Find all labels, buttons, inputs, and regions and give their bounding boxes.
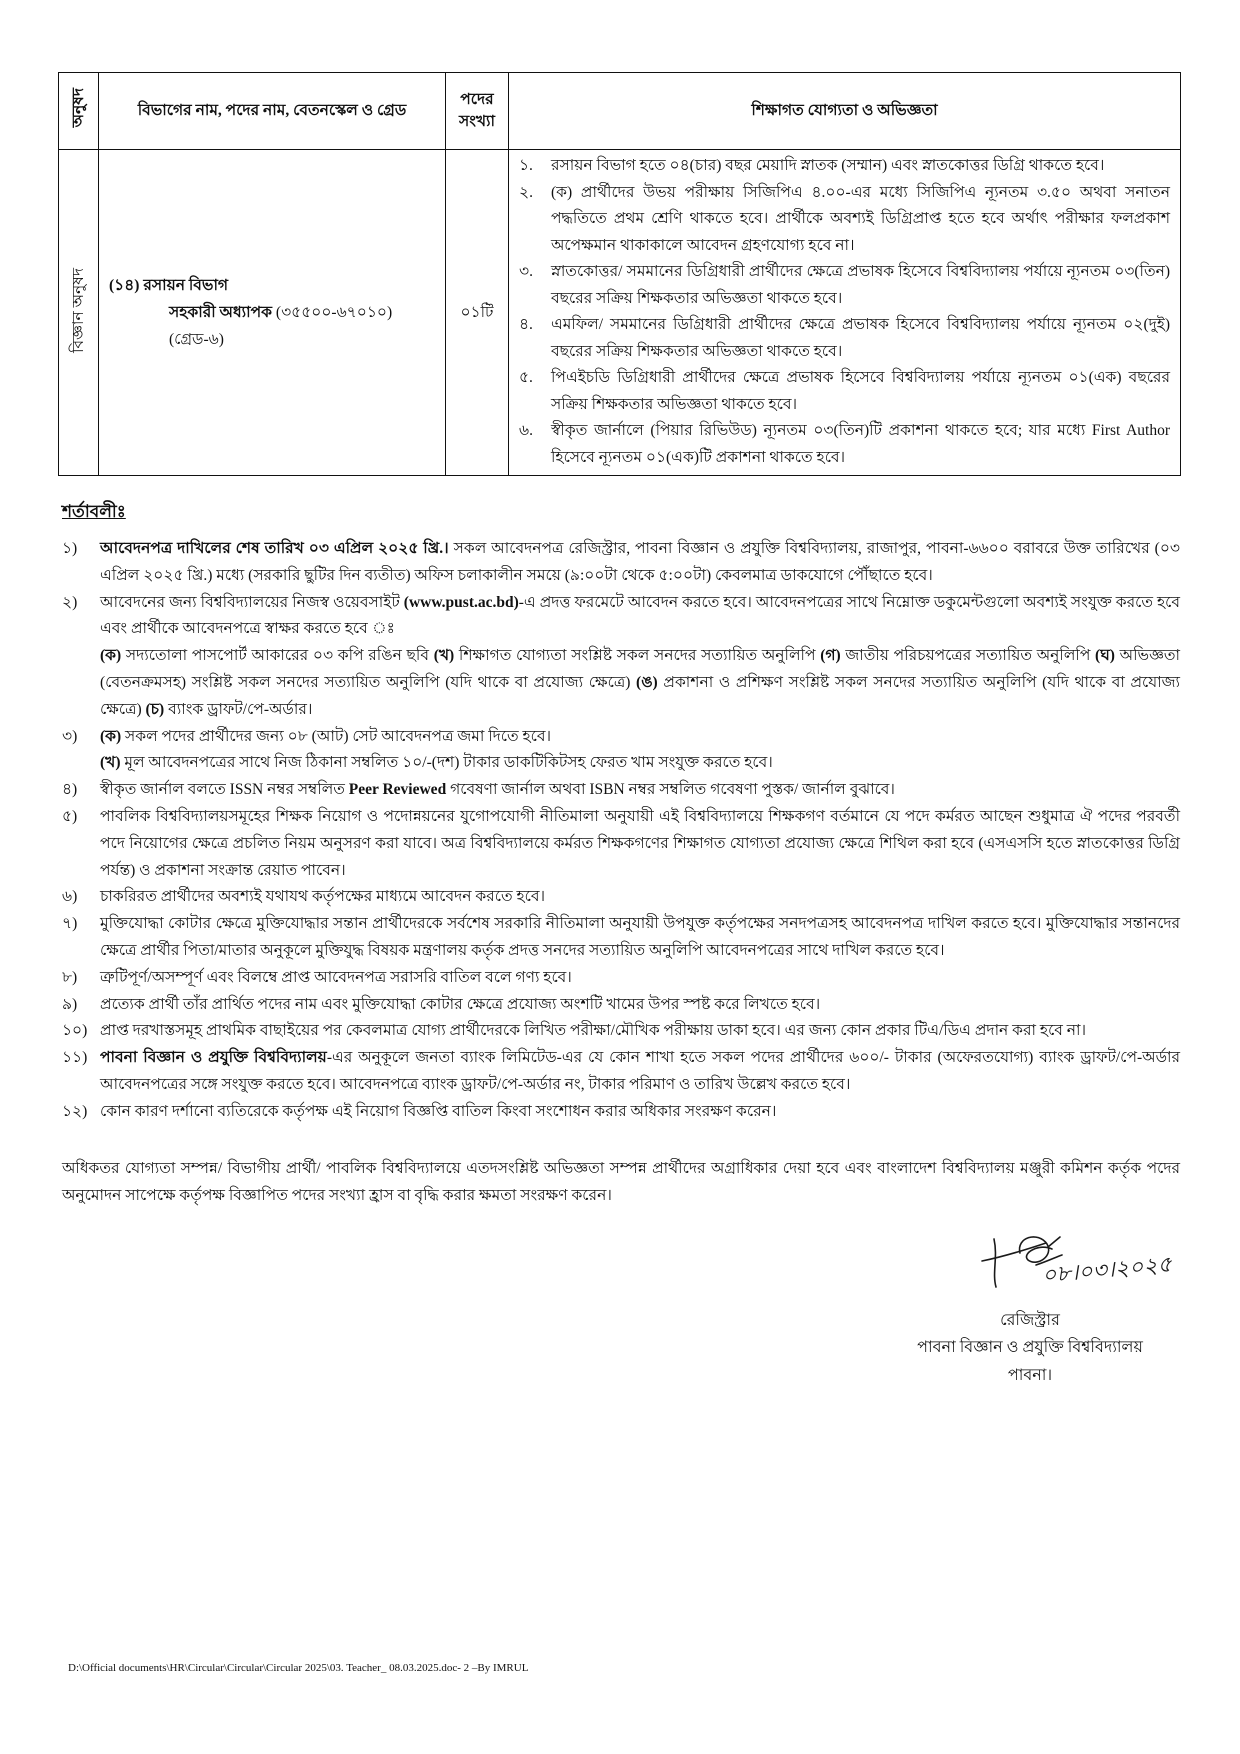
condition-text: কোন কারণ দর্শানো ব্যতিরেকে কর্তৃপক্ষ এই নিয়োগ বিজ্ঞপ্তি বাতিল কিংবা সংশোধন করার অধিকার সংরক্ষণ করেন। bbox=[100, 1102, 777, 1120]
qualification-number: ৫. bbox=[519, 369, 533, 386]
header-row bbox=[59, 73, 1181, 150]
document-text: সদ্যতোলা পাসপোর্ট আকারের ০৩ কপি রঙিন ছবি bbox=[125, 647, 429, 665]
qualification-text: স্নাতকোত্তর/ সমমানের ডিগ্রিধারী প্রার্থীদের ক্ষেত্রে প্রভাষক হিসেবে বিশ্ববিদ্যালয় পর্যায়ে ন্যূনতম ০৩(তিন) বছরের সক্রিয় শিক্ষকতার অভিজ্ঞতা থাকতে হবে। bbox=[551, 263, 1170, 307]
table-row bbox=[59, 150, 1181, 476]
condition-number: ১১) bbox=[62, 1049, 88, 1067]
condition-text: চাকরিরত প্রার্থীদের অবশ্যই যথাযথ কর্তৃপক্ষের মাধ্যমে আবেদন করতে হবে। bbox=[100, 888, 545, 906]
condition-item bbox=[58, 536, 1180, 590]
signature-block bbox=[870, 1225, 1190, 1390]
header-post-count-line2: সংখ্যা bbox=[458, 113, 496, 130]
condition-body: -এ প্রদত্ত ফরমেটে আবেদন করতে হবে। আবেদনপত্রের সাথে নিম্নোক্ত ডকুমেন্টগুলো অবশ্যই সংযুক্ত করতে হবে এবং প্রার্থীকে আবেদনপত্রে স্বাক্ষর করতে হবে ঃ bbox=[100, 593, 1180, 638]
condition-item bbox=[58, 1099, 1180, 1126]
sub-item-text: সকল পদের প্রার্থীদের জন্য ০৮ (আট) সেট আবেদনপত্র জমা দিতে হবে। bbox=[125, 727, 552, 745]
condition-text: ত্রুটিপূর্ণ/অসম্পূর্ণ এবং বিলম্বে প্রাপ্ত আবেদনপত্র সরাসরি বাতিল বলে গণ্য হবে। bbox=[100, 968, 572, 986]
signatory-title: রেজিস্ট্রার bbox=[1000, 1311, 1060, 1329]
qualification-number: ৪. bbox=[519, 316, 533, 333]
qualification-text: রসায়ন বিভাগ হতে ০৪(চার) বছর মেয়াদি স্নাতক (সম্মান) এবং স্নাতকোত্তর ডিগ্রি থাকতে হবে। bbox=[551, 157, 1105, 174]
qualification-item bbox=[515, 418, 1170, 471]
post-count: ০১টি bbox=[446, 150, 509, 476]
qualifications-list bbox=[509, 150, 1180, 475]
qualification-text: এমফিল/ সমমানের ডিগ্রিধারী প্রার্থীদের ক্ষেত্রে প্রভাষক হিসেবে বিশ্ববিদ্যালয় পর্যায়ে ন্যূনতম ০২(দুই) বছরের সক্রিয় শিক্ষকতার অভিজ্ঞতা থাকতে হবে। bbox=[551, 316, 1170, 360]
condition-number: ১২) bbox=[62, 1102, 88, 1120]
document-body bbox=[58, 72, 1180, 1389]
qualification-number: ৩. bbox=[519, 263, 533, 280]
document-text: ব্যাংক ড্রাফট/পে-অর্ডার। bbox=[168, 700, 313, 718]
condition-body: সকল আবেদনপত্র রেজিস্ট্রার, পাবনা বিজ্ঞান ও প্রযুক্তি বিশ্ববিদ্যালয়, রাজাপুর, পাবনা-৬৬০০ বরাবরে উক্ত তারিখের (০৩ এপ্রিল ২০২৫ খ্রি.) মধ্যে (সরকারি ছুটির দিন ব্যতীত) অফিস চলাকালীন সময়ে (৯:০০টা থেকে ৫:০০টা) কেবলমাত্র ডাকযোগে পৌঁছাতে হবে। bbox=[100, 540, 1180, 584]
university-name: পাবনা বিজ্ঞান ও প্রযুক্তি বিশ্ববিদ্যালয় bbox=[100, 1049, 327, 1067]
condition-body: স্বীকৃত জার্নাল বলতে ISSN নম্বর সম্বলিত bbox=[100, 781, 345, 799]
condition-item bbox=[58, 724, 1180, 778]
post-title: সহকারী অধ্যাপক bbox=[169, 304, 273, 321]
header-faculty bbox=[59, 73, 99, 150]
condition-text bbox=[100, 536, 1180, 590]
condition-item bbox=[58, 911, 1180, 965]
condition-body: গবেষণা জার্নাল অথবা ISBN নম্বর সম্বলিত গবেষণা পুস্তক/ জার্নাল বুঝাবে। bbox=[450, 781, 895, 799]
qualification-item bbox=[515, 259, 1170, 312]
condition-number: ২) bbox=[62, 593, 78, 611]
header-post-count-line1: পদের bbox=[460, 91, 494, 108]
file-path-footer: D:\Official documents\HR\Circular\Circular\Circular 2025\03. Teacher_ 08.03.2025.doc- 2 –By IMRUL bbox=[68, 1662, 529, 1674]
qualification-item bbox=[515, 365, 1170, 418]
condition-number: ৯) bbox=[62, 995, 78, 1013]
condition-item bbox=[58, 1018, 1180, 1045]
header-faculty-label: অনুষদ bbox=[69, 87, 87, 128]
condition-item bbox=[58, 590, 1180, 724]
condition-text: মুক্তিযোদ্ধা কোটার ক্ষেত্রে মুক্তিযোদ্ধার সন্তান প্রার্থীদেরকে সর্বশেষ সরকারি নীতিমালা অনুযায়ী উপযুক্ত কর্তৃপক্ষের সনদপত্রসহ আবেদনপত্র দাখিল করতে হবে। মুক্তিযোদ্ধার সন্তানদের ক্ষেত্রে প্রার্থীর পিতা/মাতার অনুকূলে মুক্তিযুদ্ধ বিষয়ক মন্ত্রণালয় কর্তৃক প্রদত্ত সনদের সত্যায়িত অনুলিপি আবেদনপত্রের সাথে দাখিল করতে হবে। bbox=[100, 915, 1180, 959]
condition-item bbox=[58, 992, 1180, 1019]
document-marker: (ঘ) bbox=[1095, 647, 1115, 665]
posts-table-header bbox=[59, 73, 1181, 150]
faculty-name: বিজ্ঞান অনুষদ bbox=[69, 267, 87, 353]
qualifications-cell bbox=[509, 150, 1181, 476]
condition-body: -এর অনুকূলে জনতা ব্যাংক লিমিটেড-এর যে কোন শাখা হতে সকল পদের প্রার্থীদের ৬০০/- টাকার (অফেরতযোগ্য) ব্যাংক ড্রাফট/পে-অর্ডার আবেদনপত্রের সঙ্গে সংযুক্ত করতে হবে। আবেদনপত্রে ব্যাংক ড্রাফট/পে-অর্ডার নং, টাকার পরিমাণ ও তারিখ উল্লেখ করতে হবে। bbox=[100, 1049, 1180, 1093]
document-text: অভিজ্ঞতা (বেতনক্রমসহ) সংশ্লিষ্ট সকল সনদের সত্যায়িত অনুলিপি (যদি থাকে বা প্রযোজ্য ক্ষেত্রে) bbox=[100, 647, 1181, 691]
sub-item-marker: (ক) bbox=[100, 727, 122, 745]
condition-sub-item bbox=[100, 750, 1180, 777]
document-marker: (গ) bbox=[820, 647, 841, 665]
qualification-item bbox=[515, 153, 1170, 180]
qualification-item bbox=[515, 312, 1170, 365]
condition-number: ৬) bbox=[62, 888, 78, 906]
condition-text bbox=[100, 724, 1180, 778]
condition-number: ১) bbox=[62, 540, 78, 557]
signature-stroke bbox=[982, 1243, 1046, 1261]
peer-reviewed-label: Peer Reviewed bbox=[348, 781, 447, 799]
document-text: প্রকাশনা ও প্রশিক্ষণ সংশ্লিষ্ট সকল সনদের সত্যায়িত অনুলিপি (যদি থাকে বা প্রযোজ্য ক্ষেত্রে) bbox=[100, 673, 1181, 718]
document-text: জাতীয় পরিচয়পত্রের সত্যায়িত অনুলিপি bbox=[845, 647, 1091, 665]
condition-text: পাবলিক বিশ্ববিদ্যালয়সমূহের শিক্ষক নিয়োগ ও পদোন্নয়নের যুগোপযোগী নীতিমালা অনুযায়ী এই বিশ্ববিদ্যালয়ে শিক্ষকগণ বর্তমানে যে পদে কর্মরত আছেন শুধুমাত্র ঐ পদের পরবর্তী পদে নিয়োগের ক্ষেত্রে প্রচলিত নিয়ম অনুসরণ করা যাবে। অত্র বিশ্ববিদ্যালয়ে কর্মরত শিক্ষকগণের শিক্ষাগত যোগ্যতা প্রযোজ্য ক্ষেত্রে শিথিল করা হবে (এসএসসি হতে স্নাতকোত্তর ডিগ্রি পর্যন্ত) ও প্রকাশনা সংক্রান্ত রেয়াত পাবেন। bbox=[100, 807, 1180, 879]
closing-note: অধিকতর যোগ্যতা সম্পন্ন/ বিভাগীয় প্রার্থী/ পাবলিক বিশ্ববিদ্যালয়ে এতদসংশ্লিষ্ট অভিজ্ঞতা সম্পন্ন প্রার্থীদের অগ্রাধিকার দেয়া হবে এবং বাংলাদেশ বিশ্ববিদ্যালয় মঞ্জুরী কমিশন কর্তৃক পদের অনুমোদন সাপেক্ষে কর্তৃপক্ষ বিজ্ঞাপিত পদের সংখ্যা হ্রাস বা বৃদ্ধি করার ক্ষমতা সংরক্ষণ করেন। bbox=[62, 1159, 1180, 1204]
conditions-list bbox=[58, 536, 1180, 1126]
qualification-text: (ক) প্রার্থীদের উভয় পরীক্ষায় সিজিপিএ ৪.০০-এর মধ্যে সিজিপিএ ন্যূনতম ৩.৫০ অথবা সনাতন পদ্ধতিতে প্রথম শ্রেণি থাকতে হবে। প্রার্থীকে অবশ্যই ডিগ্রিপ্রাপ্ত হতে হবে অর্থাৎ পরীক্ষার ফলপ্রকাশ অপেক্ষমান থাকাকালে আবেদন গ্রহণযোগ্য হবে না। bbox=[551, 183, 1170, 254]
header-department: বিভাগের নাম, পদের নাম, বেতনস্কেল ও গ্রেড bbox=[99, 73, 446, 150]
qualification-number: ১. bbox=[519, 157, 533, 174]
document-marker: (ঙ) bbox=[636, 673, 658, 691]
document-marker: (খ) bbox=[433, 647, 455, 665]
condition-item bbox=[58, 965, 1180, 992]
document-text: শিক্ষাগত যোগ্যতা সংশ্লিষ্ট সকল সনদের সত্যায়িত অনুলিপি bbox=[458, 647, 816, 665]
condition-number: ১০) bbox=[62, 1022, 88, 1040]
department-cell bbox=[99, 150, 446, 476]
signature bbox=[870, 1225, 1190, 1307]
pay-grade: (৩৫৫০০-৬৭০১০) (গ্রেড-৬) bbox=[169, 304, 393, 348]
condition-item bbox=[58, 777, 1180, 804]
condition-text: প্রাপ্ত দরখাস্তসমূহ প্রাথমিক বাছাইয়ের পর কেবলমাত্র যোগ্য প্রার্থীদেরকে লিখিত পরীক্ষা/মৌখিক পরীক্ষায় ডাকা হবে। এর জন্য কোন প্রকার টিএ/ডিএ প্রদান করা হবে না। bbox=[100, 1022, 1087, 1040]
condition-text: প্রত্যেক প্রার্থী তাঁর প্রার্থিত পদের নাম এবং মুক্তিযোদ্ধা কোটার ক্ষেত্রে প্রযোজ্য অংশটি খামের উপর স্পষ্ট করে লিখতে হবে। bbox=[100, 995, 821, 1013]
condition-text bbox=[100, 1045, 1180, 1099]
signature-stroke bbox=[994, 1239, 996, 1287]
qualification-text: স্বীকৃত জার্নালে (পিয়ার রিভিউড) ন্যূনতম ০৩(তিন)টি প্রকাশনা থাকতে হবে; যার মধ্যে First Author হিসেবে ন্যূনতম ০১(এক)টি প্রকাশনা থাকতে হবে। bbox=[551, 422, 1170, 466]
faculty-cell bbox=[59, 150, 99, 476]
condition-sub-item bbox=[100, 724, 1180, 751]
department-name: (১৪) রসায়ন বিভাগ bbox=[109, 277, 229, 294]
website-address: (www.pust.ac.bd) bbox=[403, 593, 519, 611]
condition-deadline: আবেদনপত্র দাখিলের শেষ তারিখ ০৩ এপ্রিল ২০২৫ খ্রি.। bbox=[100, 540, 449, 557]
condition-number: ৪) bbox=[62, 781, 78, 799]
required-documents bbox=[100, 643, 1180, 723]
posts-table-body bbox=[59, 150, 1181, 476]
post-line bbox=[99, 299, 445, 353]
signatory-institution: পাবনা বিজ্ঞান ও প্রযুক্তি বিশ্ববিদ্যালয় bbox=[917, 1339, 1143, 1357]
condition-body: আবেদনের জন্য বিশ্ববিদ্যালয়ের নিজস্ব ওয়েবসাইট bbox=[100, 593, 400, 611]
sub-item-text: মূল আবেদনপত্রের সাথে নিজ ঠিকানা সম্বলিত ১০/-(দশ) টাকার ডাকটিকিটসহ ফেরত খাম সংযুক্ত করতে হবে। bbox=[124, 754, 773, 772]
signatory-city: পাবনা। bbox=[1007, 1366, 1053, 1384]
qualification-number: ২. bbox=[519, 183, 533, 201]
condition-number: ৮) bbox=[62, 968, 78, 986]
header-qualifications: শিক্ষাগত যোগ্যতা ও অভিজ্ঞতা bbox=[509, 73, 1181, 150]
document-marker: (ক) bbox=[100, 647, 122, 665]
document-marker: (চ) bbox=[145, 700, 165, 718]
condition-number: ৭) bbox=[62, 915, 78, 933]
sub-item-marker: (খ) bbox=[100, 754, 121, 772]
posts-table bbox=[58, 72, 1181, 476]
condition-item bbox=[58, 804, 1180, 884]
condition-text bbox=[100, 590, 1180, 724]
condition-number: ৩) bbox=[62, 727, 78, 745]
condition-item bbox=[58, 1045, 1180, 1099]
header-post-count bbox=[446, 73, 509, 150]
condition-item bbox=[58, 884, 1180, 911]
condition-text bbox=[100, 777, 1180, 804]
signature-stroke bbox=[1048, 1237, 1060, 1247]
qualification-number: ৬. bbox=[519, 422, 533, 439]
qualification-text: পিএইচডি ডিগ্রিধারী প্রার্থীদের ক্ষেত্রে প্রভাষক হিসেবে বিশ্ববিদ্যালয় পর্যায়ে ন্যূনতম ০১(এক) বছরের সক্রিয় শিক্ষকতার অভিজ্ঞতা থাকতে হবে। bbox=[551, 369, 1170, 413]
signature-date: ০৮।০৩।২০২৫ bbox=[1040, 1250, 1173, 1288]
qualification-item bbox=[515, 180, 1170, 260]
conditions-heading: শর্তাবলীঃ bbox=[62, 502, 126, 521]
condition-number: ৫) bbox=[62, 807, 78, 825]
